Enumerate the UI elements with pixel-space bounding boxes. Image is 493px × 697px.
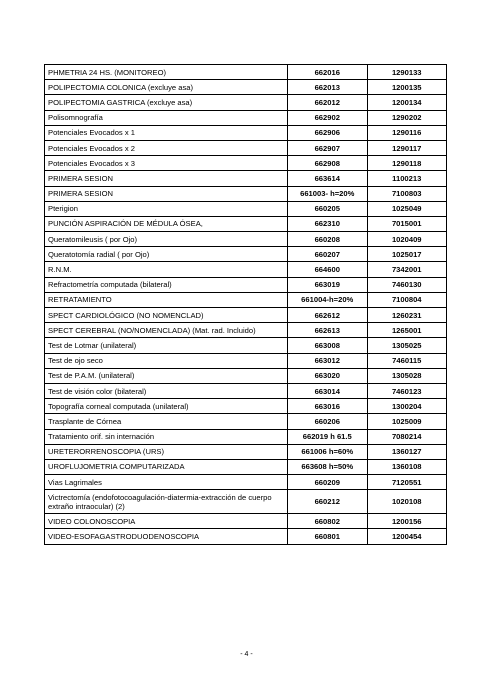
code-cell: 662908 — [288, 156, 368, 171]
code-cell: 660209 — [288, 475, 368, 490]
procedure-description-cell: VIDEO-ESOFAGASTRODUODENOSCOPIA — [45, 529, 288, 544]
procedure-description-cell: Trasplante de Córnea — [45, 414, 288, 429]
table-row — [45, 514, 447, 529]
procedure-description-cell: Potenciales Evocados x 1 — [45, 125, 288, 140]
code-cell: 662613 — [288, 323, 368, 338]
nomenclature-code-cell: 7342001 — [367, 262, 447, 277]
procedure-description-cell: PRIMERA SESION — [45, 186, 288, 201]
nomenclature-code-cell: 1025017 — [367, 247, 447, 262]
table-row — [45, 459, 447, 474]
code-cell: 663614 — [288, 171, 368, 186]
code-cell: 663014 — [288, 383, 368, 398]
table-row — [45, 140, 447, 155]
procedure-description-cell: PUNCIÓN ASPIRACIÓN DE MÉDULA ÓSEA, — [45, 216, 288, 231]
procedure-description-cell: R.N.M. — [45, 262, 288, 277]
nomenclature-code-cell: 1025009 — [367, 414, 447, 429]
procedure-description-cell: Pterigion — [45, 201, 288, 216]
code-cell: 660208 — [288, 232, 368, 247]
table-row — [45, 95, 447, 110]
table-row — [45, 201, 447, 216]
procedure-description-cell: Queratotomía radial ( por Ojo) — [45, 247, 288, 262]
procedure-description-cell: Victrectomía (endofotocoagulación-diatermia-extracción de cuerpo extraño intraocular) (2) — [45, 490, 288, 514]
table-row — [45, 490, 447, 514]
page-number: - 4 - — [240, 651, 253, 658]
code-cell: 660212 — [288, 490, 368, 514]
table-row — [45, 110, 447, 125]
procedure-description-cell: Potenciales Evocados x 2 — [45, 140, 288, 155]
nomenclature-code-cell: 1290202 — [367, 110, 447, 125]
nomenclature-code-cell: 7015001 — [367, 216, 447, 231]
code-cell: 663008 — [288, 338, 368, 353]
code-cell: 661004-h=20% — [288, 292, 368, 307]
code-cell: 660802 — [288, 514, 368, 529]
table-row — [45, 475, 447, 490]
nomenclature-code-cell: 7100803 — [367, 186, 447, 201]
procedure-description-cell: Polisomnografía — [45, 110, 288, 125]
procedure-description-cell: Topografía corneal computada (unilateral) — [45, 399, 288, 414]
nomenclature-code-cell: 7120551 — [367, 475, 447, 490]
nomenclature-code-cell: 1290116 — [367, 125, 447, 140]
code-cell: 662612 — [288, 308, 368, 323]
table-row — [45, 171, 447, 186]
procedure-description-cell: VIDEO COLONOSCOPIA — [45, 514, 288, 529]
procedure-description-cell: RETRATAMIENTO — [45, 292, 288, 307]
table-row — [45, 232, 447, 247]
procedure-description-cell: SPECT CEREBRAL (NO/NOMENCLADA) (Mat. rad. Incluido) — [45, 323, 288, 338]
table-row — [45, 399, 447, 414]
procedure-description-cell: Test de ojo seco — [45, 353, 288, 368]
nomenclature-code-cell: 7460130 — [367, 277, 447, 292]
code-cell: 662907 — [288, 140, 368, 155]
nomenclature-code-cell: 1305028 — [367, 368, 447, 383]
nomenclature-code-cell: 7100804 — [367, 292, 447, 307]
table-row — [45, 338, 447, 353]
table-row — [45, 529, 447, 544]
nomenclature-code-cell: 1360127 — [367, 444, 447, 459]
code-cell: 662902 — [288, 110, 368, 125]
nomenclature-code-cell: 1265001 — [367, 323, 447, 338]
procedure-description-cell: Refractometría computada (bilateral) — [45, 277, 288, 292]
nomenclature-code-cell: 1290133 — [367, 65, 447, 80]
table-row — [45, 353, 447, 368]
code-cell: 663012 — [288, 353, 368, 368]
procedure-description-cell: URETERORRENOSCOPIA (URS) — [45, 444, 288, 459]
code-cell: 662019 h 61.5 — [288, 429, 368, 444]
nomenclature-code-cell: 1200135 — [367, 80, 447, 95]
nomenclature-code-cell: 7080214 — [367, 429, 447, 444]
code-cell: 660801 — [288, 529, 368, 544]
code-cell: 660206 — [288, 414, 368, 429]
procedure-description-cell: Test de visión color (bilateral) — [45, 383, 288, 398]
procedure-description-cell: Vias Lagrimales — [45, 475, 288, 490]
table-row — [45, 277, 447, 292]
procedure-description-cell: UROFLUJOMETRIA COMPUTARIZADA — [45, 459, 288, 474]
nomenclature-code-cell: 1025049 — [367, 201, 447, 216]
procedure-description-cell: Test de P.A.M. (unilateral) — [45, 368, 288, 383]
code-cell: 663020 — [288, 368, 368, 383]
table-row — [45, 156, 447, 171]
table-row — [45, 368, 447, 383]
code-cell: 664600 — [288, 262, 368, 277]
table-row — [45, 308, 447, 323]
code-cell: 661003- h=20% — [288, 186, 368, 201]
table-row — [45, 186, 447, 201]
code-cell: 662906 — [288, 125, 368, 140]
codes-table — [44, 64, 447, 545]
nomenclature-code-cell: 1290117 — [367, 140, 447, 155]
table-row — [45, 429, 447, 444]
nomenclature-code-cell: 7460115 — [367, 353, 447, 368]
code-cell: 660207 — [288, 247, 368, 262]
procedure-description-cell: Tratamiento orif. sin internación — [45, 429, 288, 444]
procedure-description-cell: SPECT CARDIOLÓGICO (NO NOMENCLAD) — [45, 308, 288, 323]
code-cell: 663019 — [288, 277, 368, 292]
nomenclature-code-cell: 1260231 — [367, 308, 447, 323]
nomenclature-code-cell: 1020108 — [367, 490, 447, 514]
nomenclature-code-cell: 1200156 — [367, 514, 447, 529]
table-row — [45, 262, 447, 277]
procedure-description-cell: PRIMERA SESION — [45, 171, 288, 186]
code-cell: 663608 h=50% — [288, 459, 368, 474]
code-cell: 662013 — [288, 80, 368, 95]
nomenclature-code-cell: 1100213 — [367, 171, 447, 186]
procedure-description-cell: Queratomileusis ( por Ojo) — [45, 232, 288, 247]
code-cell: 662012 — [288, 95, 368, 110]
nomenclature-code-cell: 1360108 — [367, 459, 447, 474]
nomenclature-code-cell: 7460123 — [367, 383, 447, 398]
table-row — [45, 216, 447, 231]
procedure-description-cell: Potenciales Evocados x 3 — [45, 156, 288, 171]
code-cell: 663016 — [288, 399, 368, 414]
table-row — [45, 383, 447, 398]
table-row — [45, 414, 447, 429]
nomenclature-code-cell: 1300204 — [367, 399, 447, 414]
procedure-description-cell: PHMETRIA 24 HS. (MONITOREO) — [45, 65, 288, 80]
procedure-description-cell: POLIPECTOMIA GASTRICA (excluye asa) — [45, 95, 288, 110]
nomenclature-code-cell: 1020409 — [367, 232, 447, 247]
nomenclature-code-cell: 1200454 — [367, 529, 447, 544]
table-row — [45, 444, 447, 459]
code-cell: 662310 — [288, 216, 368, 231]
table-row — [45, 247, 447, 262]
nomenclature-code-cell: 1290118 — [367, 156, 447, 171]
table-row — [45, 80, 447, 95]
code-cell: 662016 — [288, 65, 368, 80]
table-body — [45, 65, 447, 545]
table-row — [45, 65, 447, 80]
nomenclature-code-cell: 1200134 — [367, 95, 447, 110]
procedure-description-cell: POLIPECTOMIA COLONICA (excluye asa) — [45, 80, 288, 95]
table-row — [45, 125, 447, 140]
code-cell: 661006 h=60% — [288, 444, 368, 459]
procedure-description-cell: Test de Lotmar (unilateral) — [45, 338, 288, 353]
table-row — [45, 323, 447, 338]
code-cell: 660205 — [288, 201, 368, 216]
table-row — [45, 292, 447, 307]
nomenclature-code-cell: 1305025 — [367, 338, 447, 353]
